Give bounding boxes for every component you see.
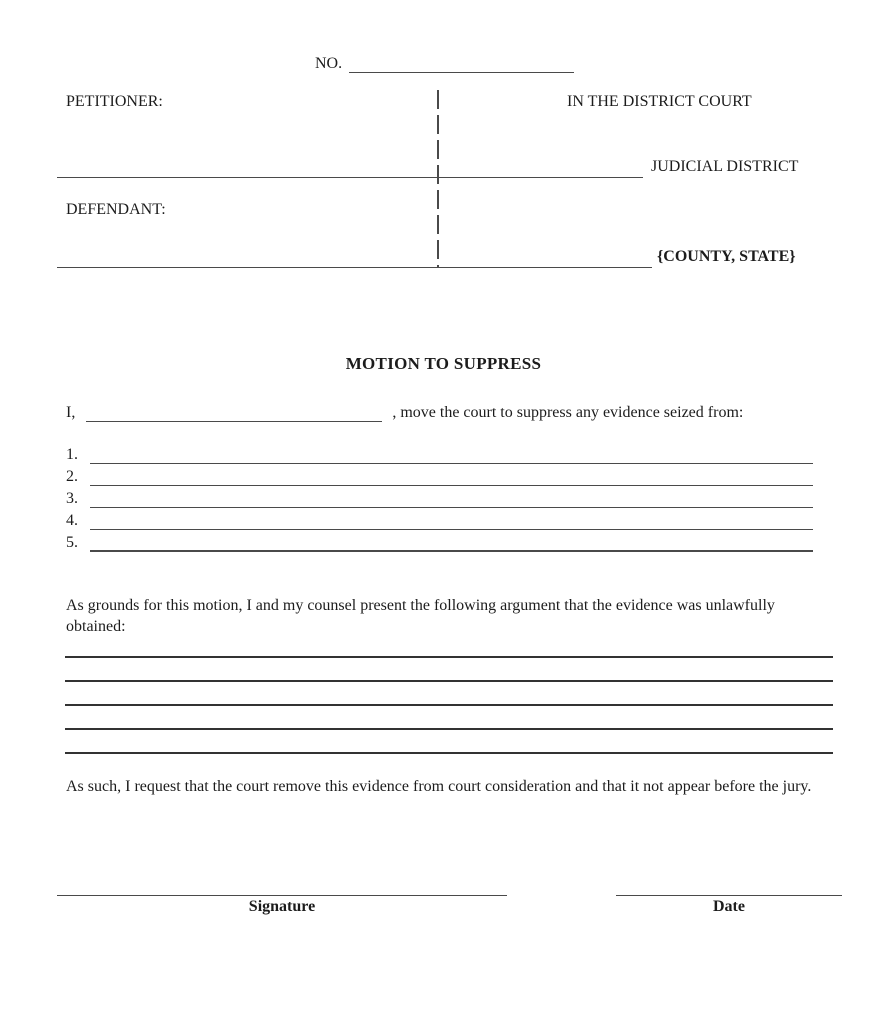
defendant-name-line[interactable] bbox=[57, 267, 652, 268]
evidence-number: 4. bbox=[66, 511, 78, 529]
petitioner-name-line[interactable] bbox=[57, 177, 643, 178]
closing-paragraph: As such, I request that the court remove this evidence from court consideration and that it not appear before the jury. bbox=[66, 778, 812, 795]
signature-block bbox=[57, 895, 507, 916]
evidence-row bbox=[66, 530, 813, 552]
evidence-line-5[interactable] bbox=[90, 528, 813, 552]
date-label: Date bbox=[713, 898, 745, 915]
evidence-number: 5. bbox=[66, 533, 78, 551]
argument-line-5[interactable] bbox=[65, 752, 833, 754]
intro-prefix: I, bbox=[66, 403, 76, 421]
case-number-label: NO. bbox=[315, 54, 343, 72]
argument-line-1[interactable] bbox=[65, 656, 833, 658]
county-state-placeholder: {COUNTY, STATE} bbox=[657, 248, 796, 265]
evidence-line-4[interactable] bbox=[90, 507, 813, 530]
evidence-row bbox=[66, 486, 813, 508]
court-name-line: IN THE DISTRICT COURT bbox=[567, 93, 752, 110]
case-number-row bbox=[315, 50, 574, 73]
grounds-paragraph: As grounds for this motion, I and my counsel present the following argument that the evidence was unlawfully obtained: bbox=[66, 597, 775, 635]
argument-line-2[interactable] bbox=[65, 680, 833, 682]
evidence-row bbox=[66, 442, 813, 464]
intro-sentence bbox=[66, 399, 743, 422]
argument-line-4[interactable] bbox=[65, 728, 833, 730]
judicial-district-label: JUDICIAL DISTRICT bbox=[651, 158, 799, 175]
intro-suffix: , move the court to suppress any evidence seized from: bbox=[392, 403, 744, 421]
case-number-field[interactable] bbox=[349, 50, 574, 73]
evidence-number: 2. bbox=[66, 467, 78, 485]
signature-label: Signature bbox=[248, 898, 316, 915]
evidence-line-2[interactable] bbox=[90, 463, 813, 486]
defendant-label: DEFENDANT: bbox=[66, 201, 166, 218]
evidence-number: 1. bbox=[66, 445, 78, 463]
argument-line-3[interactable] bbox=[65, 704, 833, 706]
evidence-row bbox=[66, 508, 813, 530]
evidence-line-1[interactable] bbox=[90, 441, 813, 464]
caption-divider bbox=[437, 90, 439, 268]
evidence-list bbox=[66, 442, 813, 552]
evidence-number: 3. bbox=[66, 489, 78, 507]
date-block bbox=[616, 895, 842, 916]
form-title: MOTION TO SUPPRESS bbox=[345, 354, 542, 373]
movant-name-field[interactable] bbox=[86, 399, 382, 422]
petitioner-label: PETITIONER: bbox=[66, 93, 163, 110]
evidence-line-3[interactable] bbox=[90, 485, 813, 508]
evidence-row bbox=[66, 464, 813, 486]
